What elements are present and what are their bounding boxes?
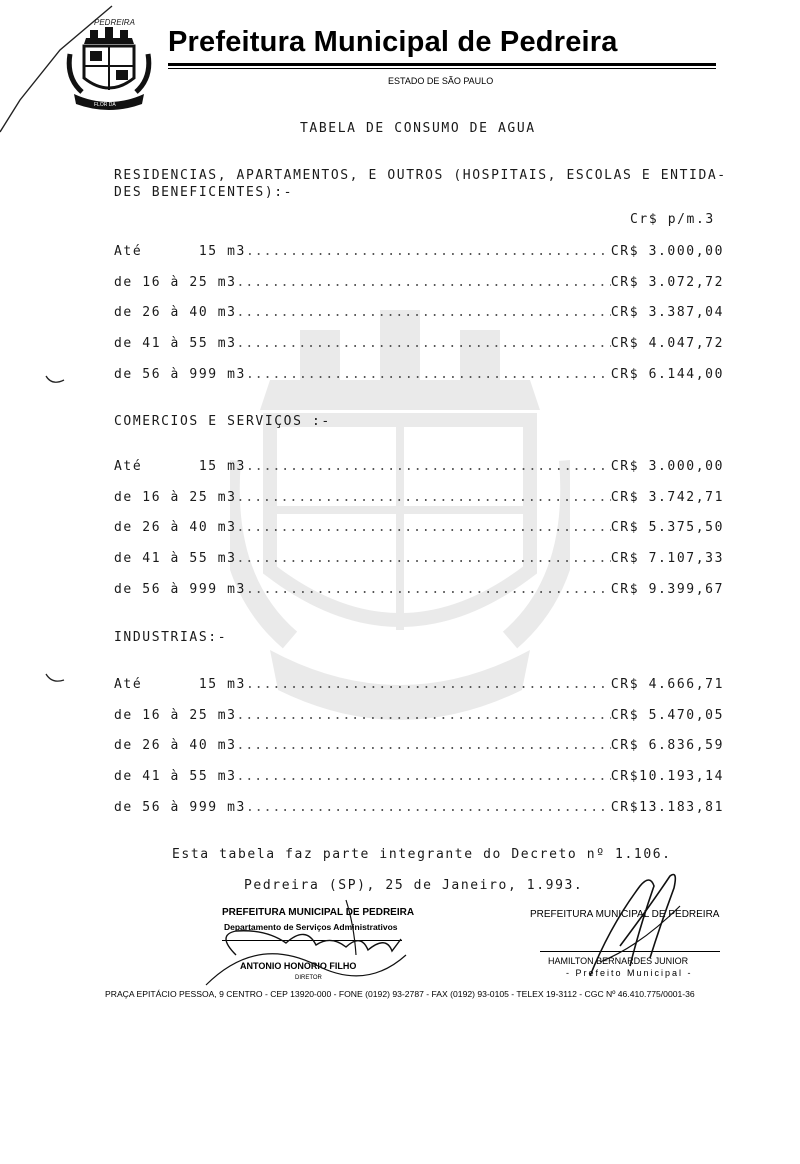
table-row (114, 336, 724, 351)
leader-dots (237, 490, 611, 505)
row-price: CR$ 4.666,71 (610, 677, 724, 692)
leader-dots (237, 336, 611, 351)
row-range: de 41 à 55 m3 (114, 336, 237, 351)
right-signer-role: - Prefeito Municipal - (566, 968, 693, 978)
row-price: CR$ 3.387,04 (610, 305, 724, 320)
table-row (114, 738, 724, 753)
row-price: CR$10.193,14 (610, 769, 724, 784)
left-handwritten-signature (196, 895, 416, 995)
margin-tick-mark (44, 670, 66, 686)
table-row (114, 244, 724, 259)
left-stamp-org: PREFEITURA MUNICIPAL DE PEDREIRA (222, 907, 415, 918)
table-row (114, 582, 724, 597)
leader-dots (237, 738, 611, 753)
unit-header: Cr$ p/m.3 (630, 212, 715, 227)
row-range: de 41 à 55 m3 (114, 551, 237, 566)
row-price: CR$ 4.047,72 (610, 336, 724, 351)
row-range: Até 15 m3 (114, 459, 246, 474)
table-row (114, 677, 724, 692)
leader-dots (246, 677, 611, 692)
left-signer-role: DIRETOR (295, 975, 322, 981)
leader-dots (237, 305, 611, 320)
table-row (114, 551, 724, 566)
row-range: de 41 à 55 m3 (114, 769, 237, 784)
leader-dots (237, 769, 611, 784)
leader-dots (246, 800, 611, 815)
title-rule-thick (168, 63, 716, 66)
table-row (114, 305, 724, 320)
section-commerce-title: COMERCIOS E SERVIÇOS :- (114, 414, 331, 429)
table-row (114, 275, 724, 290)
row-range: Até 15 m3 (114, 244, 246, 259)
row-range: de 16 à 25 m3 (114, 275, 237, 290)
section-residential-title-line1: RESIDENCIAS, APARTAMENTOS, E OUTROS (HOSPITAIS, ESCOLAS E ENTIDA- (114, 168, 727, 183)
row-price: CR$ 3.000,00 (610, 459, 724, 474)
leader-dots (246, 459, 611, 474)
right-signer-name: HAMILTON BERNARDES JUNIOR (548, 956, 689, 966)
table-row (114, 769, 724, 784)
row-price: CR$ 6.836,59 (610, 738, 724, 753)
title-rule-thin (168, 68, 716, 69)
coat-of-arms (64, 14, 154, 114)
right-stamp-org: PREFEITURA MUNICIPAL DE PEDREIRA (530, 909, 720, 920)
table-row (114, 367, 724, 382)
left-signer-name: ANTONIO HONORIO FILHO (240, 961, 357, 971)
row-price: CR$ 6.144,00 (610, 367, 724, 382)
section-industry-title: INDUSTRIAS:- (114, 630, 228, 645)
row-price: CR$ 5.375,50 (610, 520, 724, 535)
leader-dots (246, 244, 611, 259)
row-range: de 26 à 40 m3 (114, 738, 237, 753)
footer-address: PRAÇA EPITÁCIO PESSOA, 9 CENTRO - CEP 13920-000 - FONE (0192) 93-2787 - FAX (0192) 93-0105 - TELEX 19-3112 - CGC Nº 46.410.775/0001-36 (105, 989, 695, 999)
row-range: de 26 à 40 m3 (114, 520, 237, 535)
table-row (114, 800, 724, 815)
row-price: CR$ 9.399,67 (610, 582, 724, 597)
letterhead-state: ESTADO DE SÃO PAULO (388, 76, 494, 86)
leader-dots (237, 551, 611, 566)
row-price: CR$ 3.742,71 (610, 490, 724, 505)
leader-dots (237, 520, 611, 535)
leader-dots (246, 367, 611, 382)
crest-motto-line1: FLOR DA (94, 102, 116, 108)
row-range: de 26 à 40 m3 (114, 305, 237, 320)
table-row (114, 520, 724, 535)
leader-dots (246, 582, 611, 597)
row-range: de 56 à 999 m3 (114, 582, 246, 597)
leader-dots (237, 275, 611, 290)
row-range: de 16 à 25 m3 (114, 490, 237, 505)
table-row (114, 490, 724, 505)
row-range: de 56 à 999 m3 (114, 367, 246, 382)
row-range: de 56 à 999 m3 (114, 800, 246, 815)
section-residential-title-line2: DES BENEFICENTES):- (114, 185, 294, 200)
row-price: CR$ 3.000,00 (610, 244, 724, 259)
right-handwritten-signature (570, 866, 700, 986)
letterhead-title: Prefeitura Municipal de Pedreira (168, 26, 618, 58)
leader-dots (237, 708, 611, 723)
table-row (114, 459, 724, 474)
crest-name: PEDREIRA (94, 18, 135, 27)
left-stamp-dept: Departamento de Serviços Administrativos (224, 922, 398, 932)
row-price: CR$13.183,81 (610, 800, 724, 815)
row-range: Até 15 m3 (114, 677, 246, 692)
margin-tick-mark (44, 372, 66, 388)
decree-note: Esta tabela faz parte integrante do Decreto nº 1.106. (172, 847, 672, 862)
place-date: Pedreira (SP), 25 de Janeiro, 1.993. (244, 878, 584, 893)
row-price: CR$ 7.107,33 (610, 551, 724, 566)
row-price: CR$ 5.470,05 (610, 708, 724, 723)
row-price: CR$ 3.072,72 (610, 275, 724, 290)
row-range: de 16 à 25 m3 (114, 708, 237, 723)
table-row (114, 708, 724, 723)
document-heading: TABELA DE CONSUMO DE AGUA (300, 121, 536, 136)
